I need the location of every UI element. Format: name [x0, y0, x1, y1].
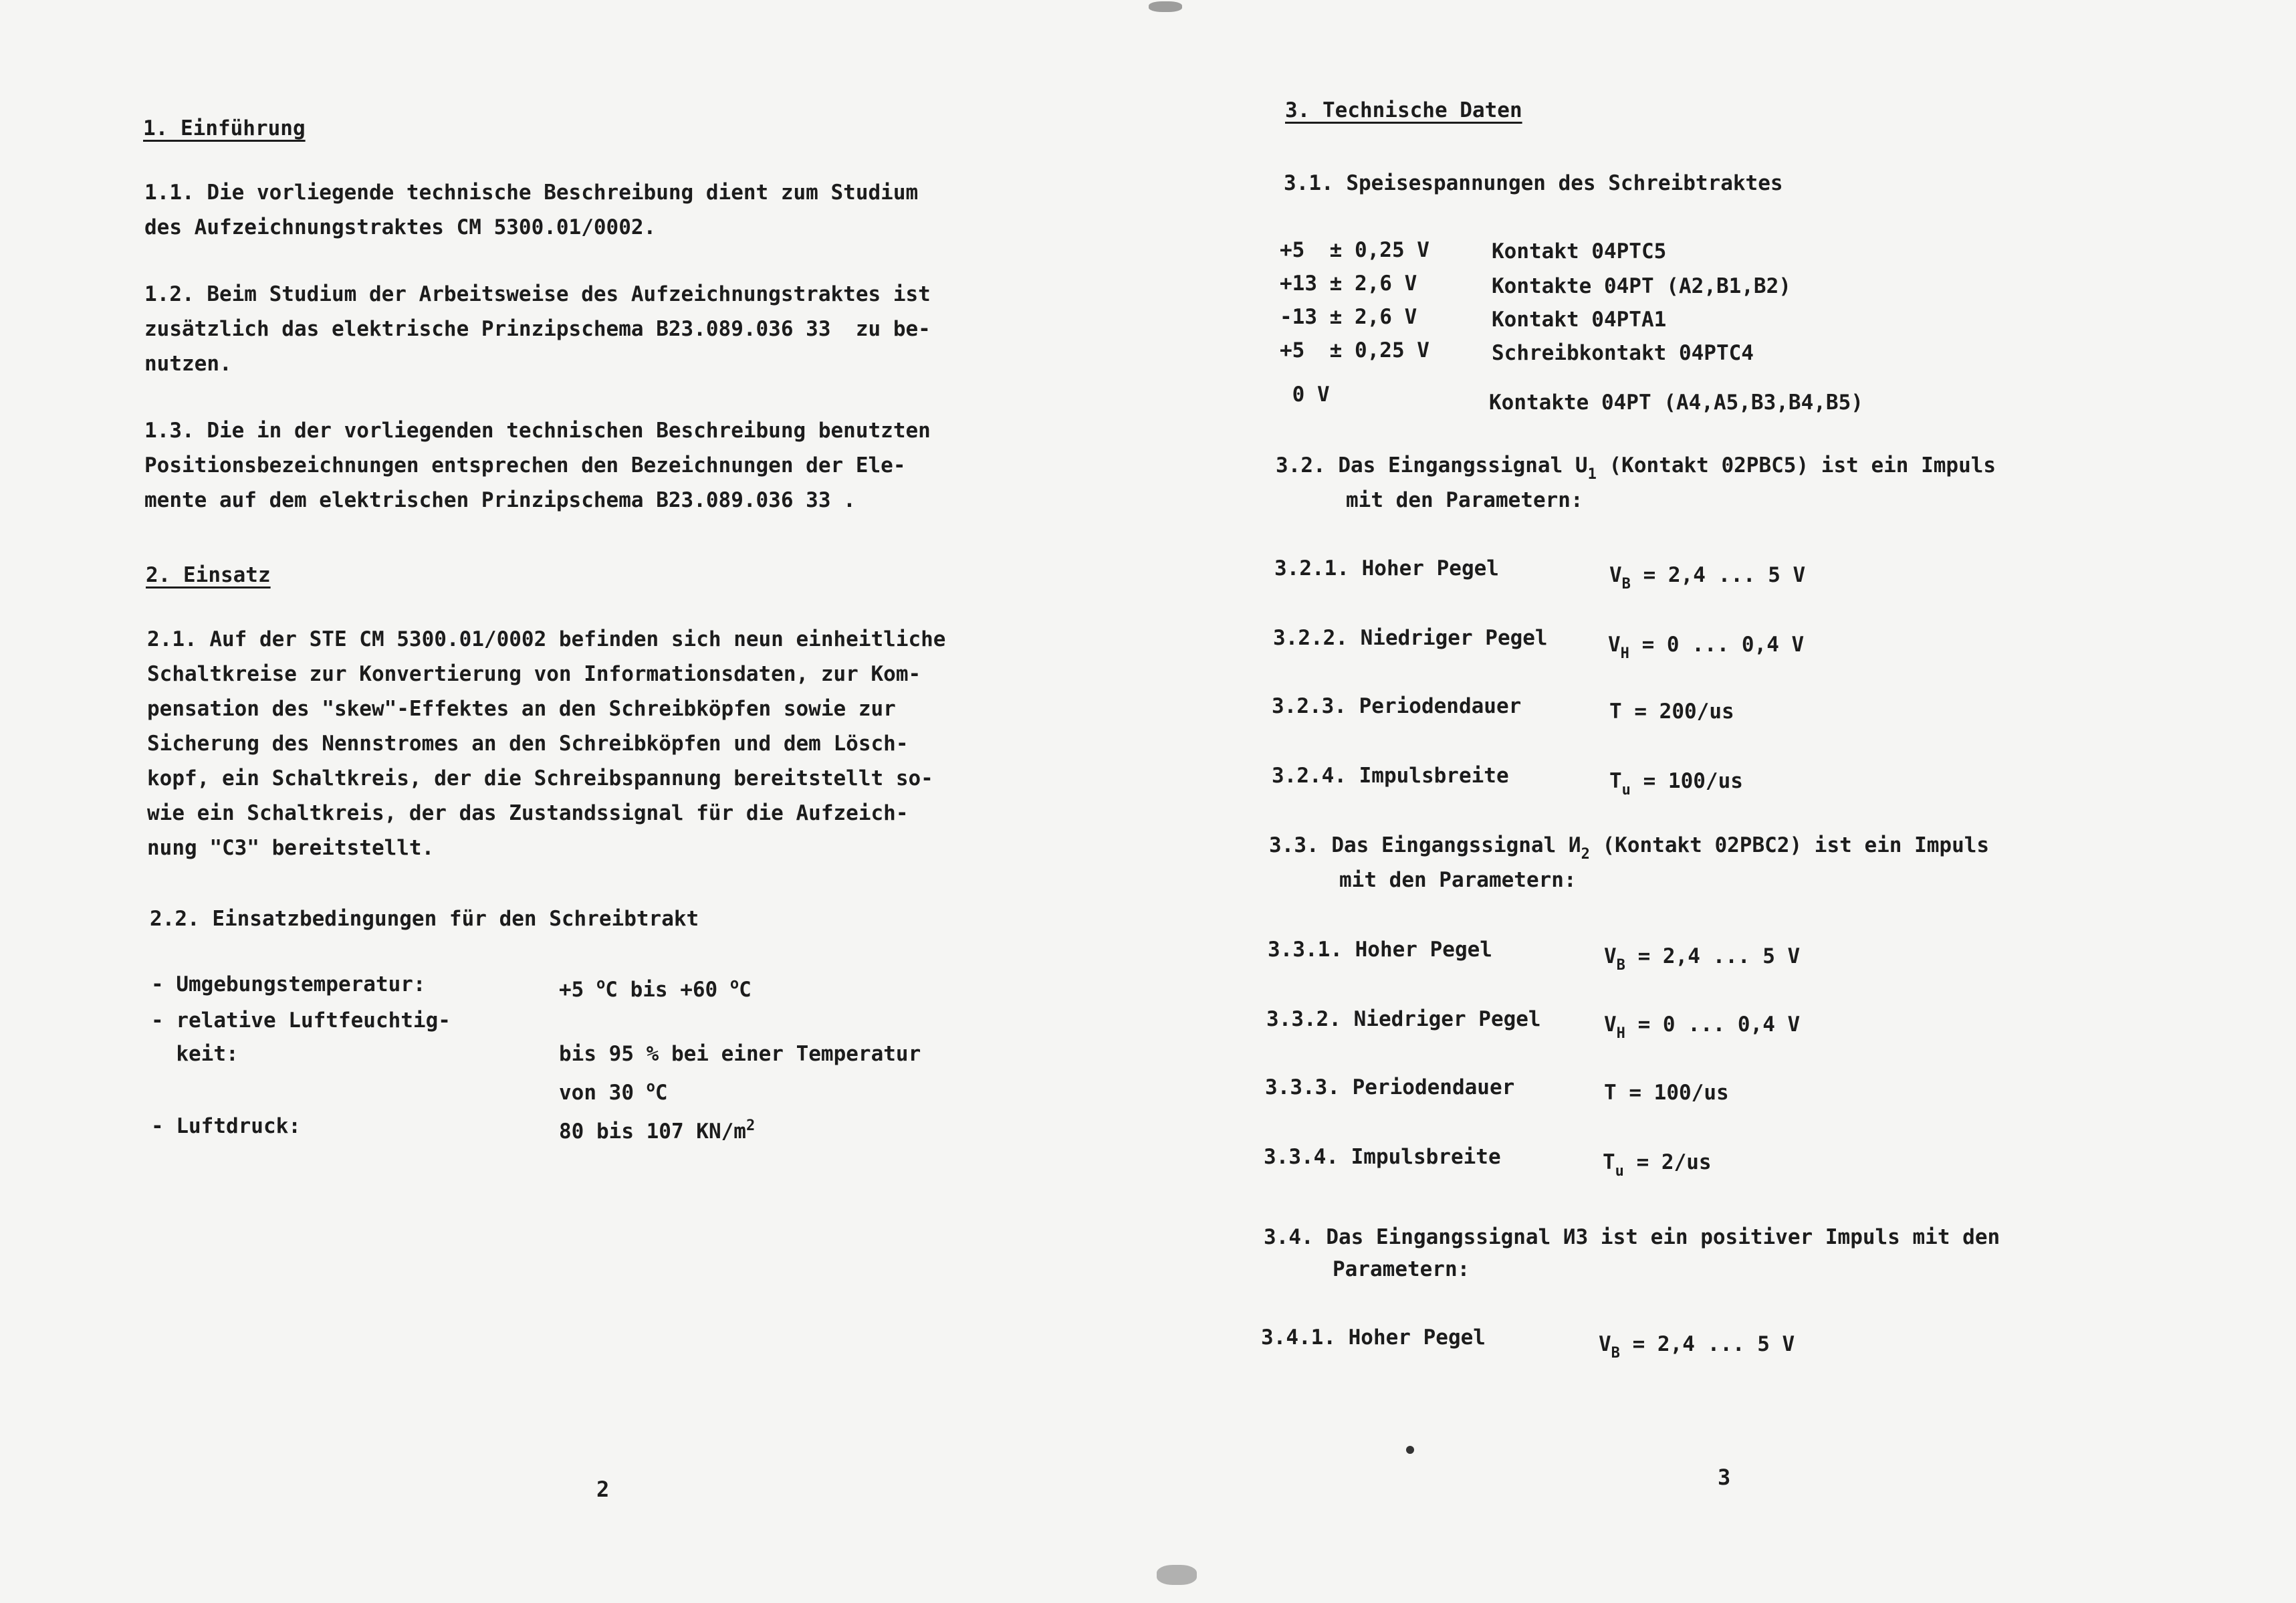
param-value: $V_H = 0$ ... 0,4 V [1608, 633, 1805, 662]
text-line: kopf, ein Schaltkreis, der die Schreibspannung bereitstellt so- [147, 766, 933, 790]
text-line: zusätzlich das elektrische Prinzipschema B23.089.036 33 zu be- [144, 317, 931, 341]
condition-label: - Luftdruck: [151, 1114, 301, 1138]
param-value: $T_u = 100/us$ [1609, 769, 1743, 798]
text-line: 3.4. Das Eingangssignal И3 ist ein positiver Impuls mit den [1264, 1225, 2000, 1249]
supply-voltage: 0 V [1280, 383, 1330, 407]
param-label: 3.3.2. Niedriger Pegel [1266, 1007, 1541, 1031]
param-label: 3.3.1. Hoher Pegel [1268, 938, 1492, 962]
text-line: 1.2. Beim Studium der Arbeitsweise des Aufzeichnungstraktes ist [144, 282, 931, 306]
text-line: 2.1. Auf der STE CM 5300.01/0002 befinden sich neun einheitliche [147, 627, 946, 651]
supply-voltage: -13 ± 2,6 V [1280, 305, 1417, 329]
text-line: wie ein Schaltkreis, der das Zustandssignal für die Aufzeich- [147, 801, 909, 825]
param-label: 3.3.3. Periodendauer [1265, 1075, 1515, 1099]
supply-contact: Kontakt 04PTC5 [1492, 239, 1667, 263]
param-value: T = 200/us [1609, 700, 1734, 724]
param-label: 3.2.3. Periodendauer [1272, 694, 1522, 718]
supply-contact: Kontakte 04PT (A4,A5,B3,B4,B5) [1489, 391, 1863, 415]
condition-value: +5 $^o$C bis +60 $^o$C [559, 976, 752, 1002]
param-value: $T_u = 2/us$ [1603, 1150, 1712, 1180]
supply-voltage: +5 ± 0,25 V [1280, 338, 1429, 362]
param-label: 3.2.1. Hoher Pegel [1274, 556, 1499, 580]
text-line: mit den Parametern: [1346, 488, 1583, 512]
param-value: $V_B = 2,4$ ... 5 V [1609, 563, 1806, 593]
condition-label: - Umgebungstemperatur: [151, 972, 426, 996]
param-value: T = 100/us [1604, 1081, 1729, 1105]
page-number: 2 [596, 1477, 610, 1502]
supply-voltage: +5 ± 0,25 V [1280, 238, 1429, 262]
condition-label: keit: [151, 1042, 239, 1066]
param-label: 3.2.2. Niedriger Pegel [1273, 626, 1548, 650]
condition-value: bis 95 % bei einer Temperatur [559, 1042, 921, 1066]
scan-artifact [1157, 1565, 1197, 1585]
supply-contact: Kontakt 04PTA1 [1492, 308, 1667, 332]
param-label: 3.4.1. Hoher Pegel [1261, 1325, 1486, 1350]
text-line: 3.3. Das Eingangssignal $И_2$ (Kontakt 02PBC2) ist ein Impuls [1269, 833, 1990, 863]
condition-value: 80 bis 107 $KN/m^2$ [559, 1117, 756, 1144]
param-value: $V_B = 2,4$ ... 5 V [1604, 944, 1801, 974]
condition-label: - relative Luftfeuchtig- [151, 1008, 451, 1033]
param-value: $V_B = 2,4$ ... 5 V [1599, 1332, 1795, 1362]
text-line: 1.1. Die vorliegende technische Beschreibung dient zum Studium [144, 181, 919, 205]
paragraph-2-2: 2.2. Einsatzbedingungen für den Schreibtrakt [150, 907, 699, 931]
text-line: pensation des "skew"-Effektes an den Schreibköpfen sowie zur [147, 697, 896, 721]
paragraph-3-1: 3.1. Speisespannungen des Schreibtraktes [1284, 171, 1783, 195]
text-line: Sicherung des Nennstromes an den Schreibköpfen und dem Lösch- [147, 732, 909, 756]
text-line: 1.3. Die in der vorliegenden technischen Beschreibung benutzten [144, 419, 931, 443]
text-line: Schaltkreise zur Konvertierung von Informationsdaten, zur Kom- [147, 662, 921, 686]
condition-value: von 30 $^o$C [559, 1079, 668, 1105]
text-line: nutzen. [144, 352, 232, 376]
supply-contact: Schreibkontakt 04PTC4 [1492, 341, 1754, 365]
text-line: nung "C3" bereitstellt. [147, 836, 435, 860]
text-line: Positionsbezeichnungen entsprechen den Bezeichnungen der Ele- [144, 453, 906, 477]
text-line: mente auf dem elektrischen Prinzipschema B23.089.036 33 . [144, 488, 856, 512]
text-line: Parametern: [1333, 1257, 1470, 1281]
supply-contact: Kontakte 04PT (A2,B1,B2) [1492, 274, 1791, 298]
param-label: 3.2.4. Impulsbreite [1272, 764, 1509, 788]
text-line: des Aufzeichnungstraktes CM 5300.01/0002. [144, 215, 657, 239]
param-value: $V_H = 0$ ... 0,4 V [1604, 1012, 1801, 1042]
supply-voltage: +13 ± 2,6 V [1280, 272, 1417, 296]
text-line: mit den Parametern: [1339, 868, 1577, 892]
section-2-heading: 2. Einsatz [146, 563, 271, 587]
right-page [1148, 0, 2296, 1603]
param-label: 3.3.4. Impulsbreite [1264, 1145, 1501, 1169]
section-3-heading: 3. Technische Daten [1285, 98, 1522, 122]
ink-speck [1406, 1446, 1414, 1454]
section-1-heading: 1. Einführung [143, 116, 306, 140]
text-line: 3.2. Das Eingangssignal $U_1$ (Kontakt 02PBC5) ist ein Impuls [1276, 453, 1996, 483]
page-number: 3 [1718, 1465, 1731, 1490]
scan-artifact [1149, 1, 1182, 12]
